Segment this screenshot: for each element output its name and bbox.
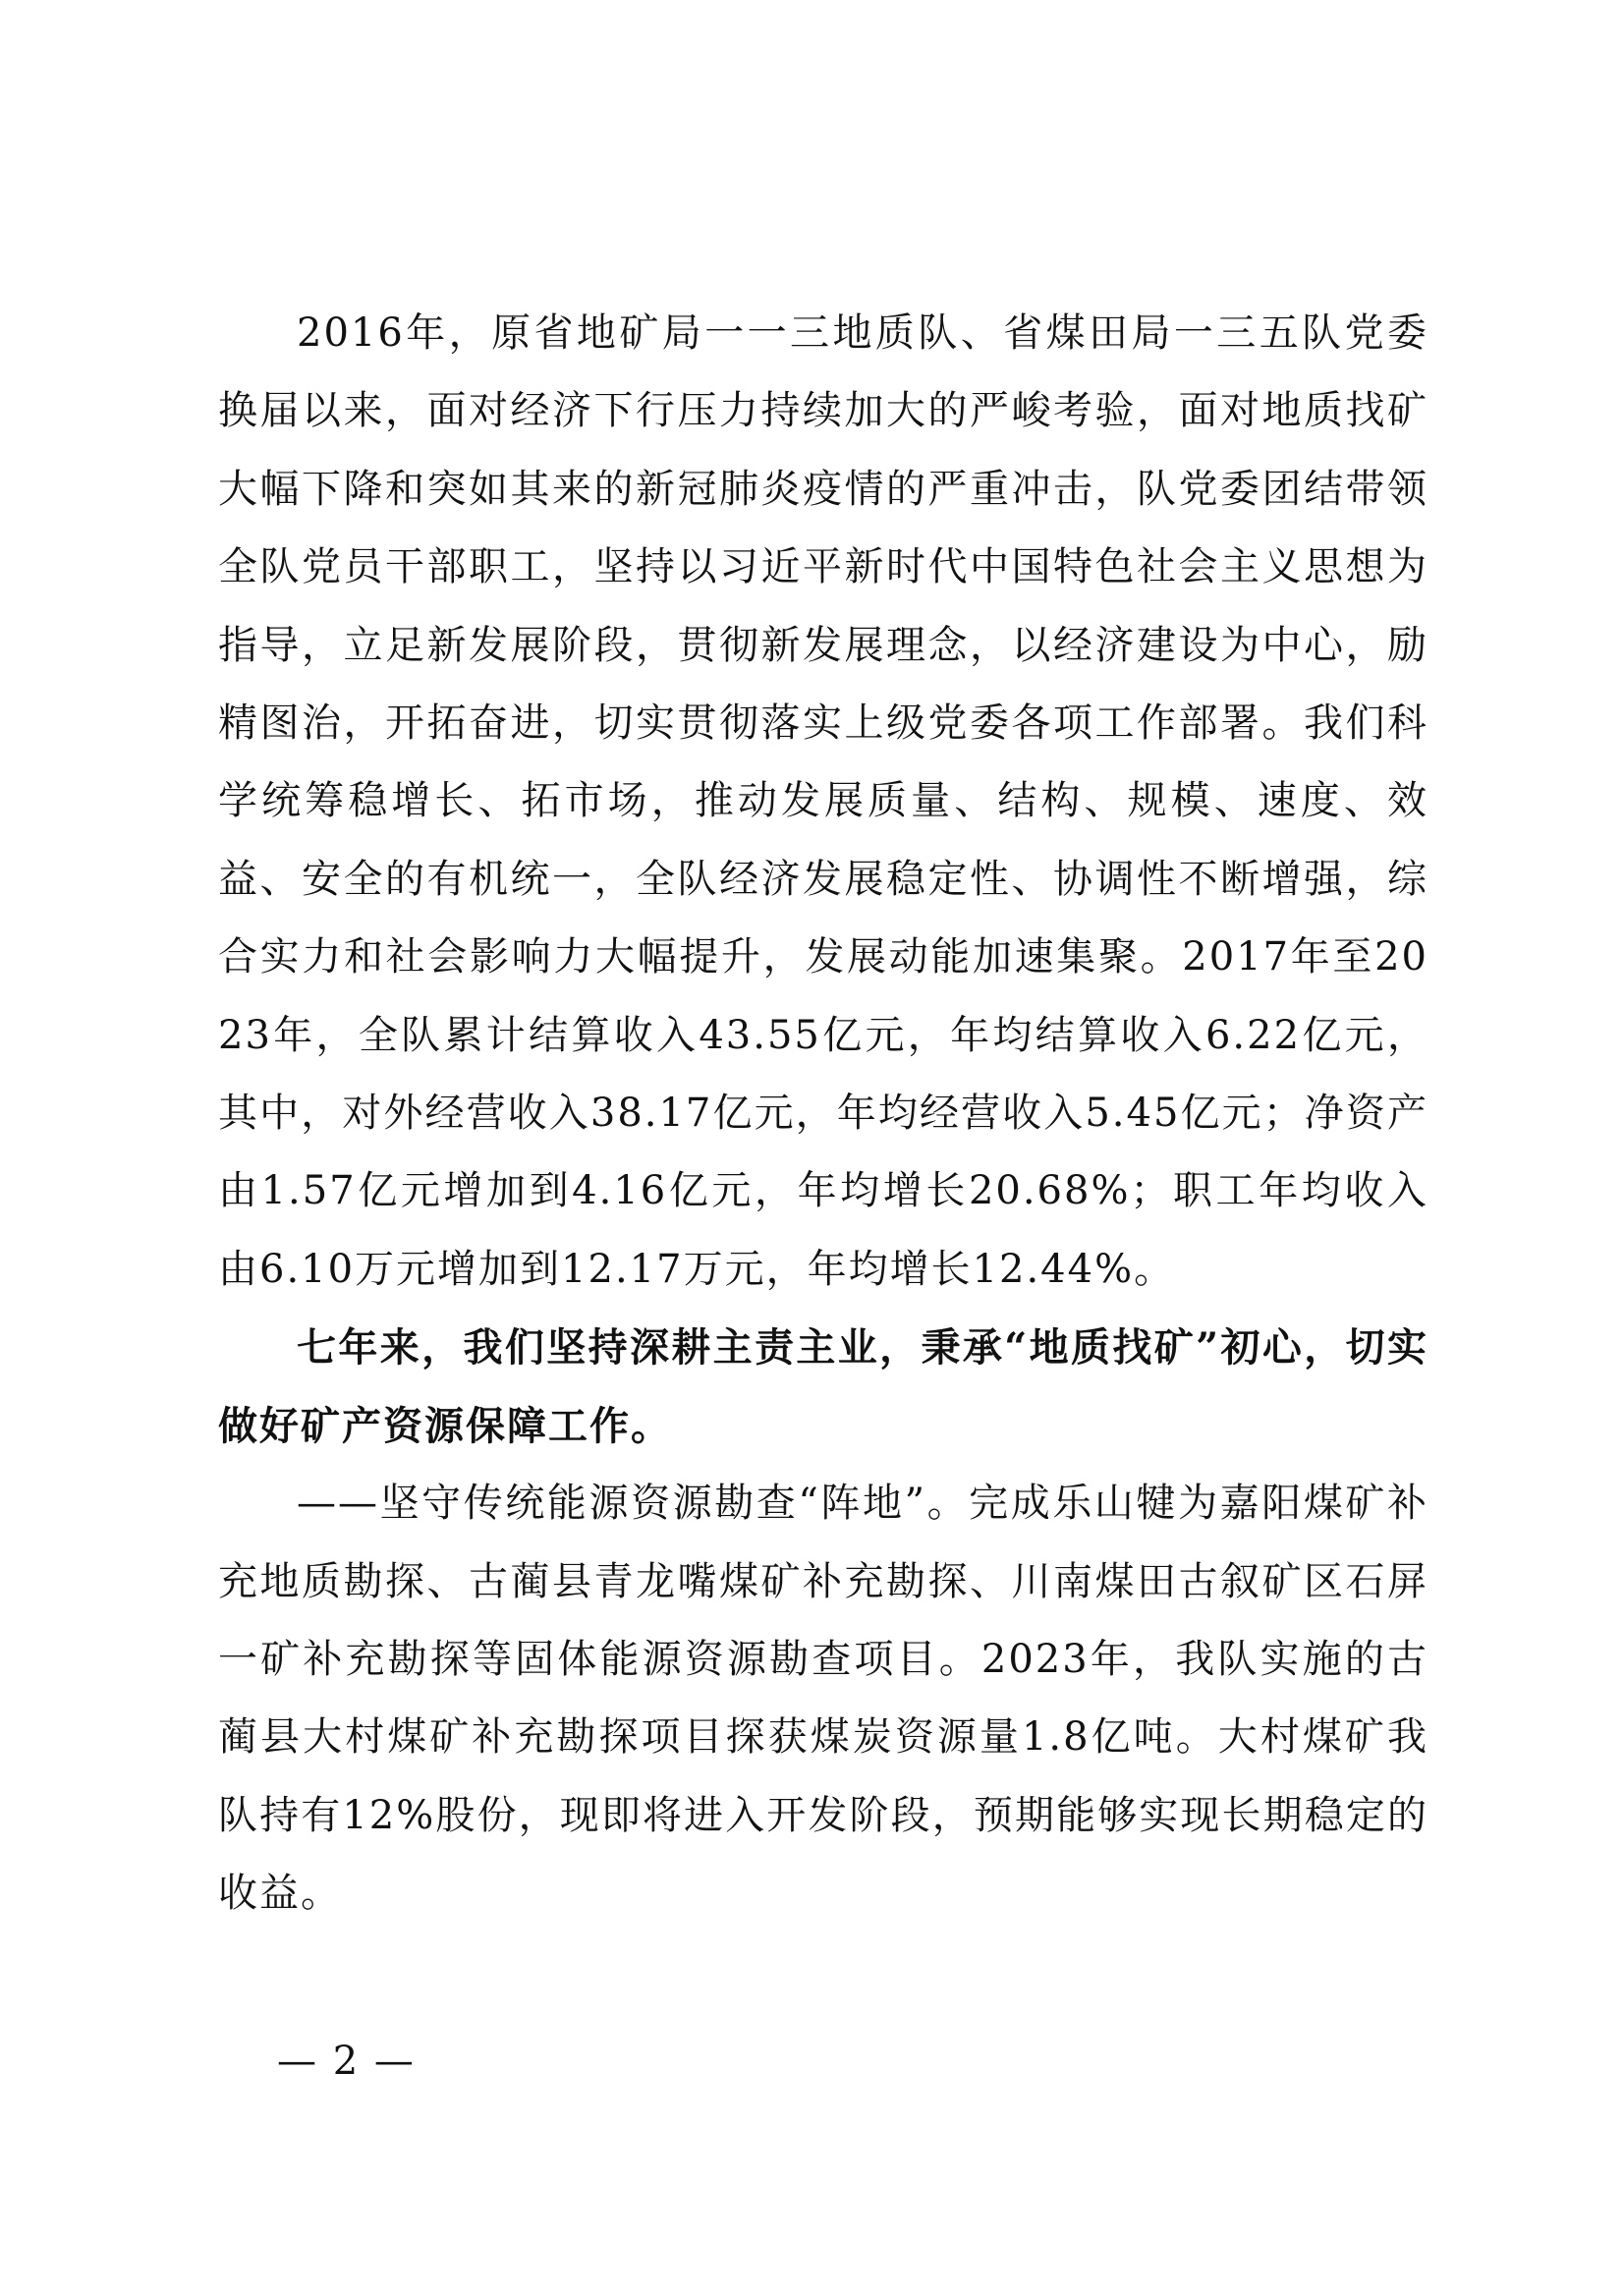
paragraph-main-business: 七年来，我们坚持深耕主责主业，秉承“地质找矿”初心，切实做好矿产资源保障工作。 — [218, 1324, 1428, 1449]
paragraph-energy-exploration: ——坚守传统能源资源勘查“阵地”。完成乐山犍为嘉阳煤矿补充地质勘探、古蔺县青龙嘴煤矿补充勘探、川南煤田古叙矿区石屏一矿补充勘探等固体能源资源勘查项目。2023年，我队实施的古蔺县大村煤矿补充勘探项目探获煤炭资源量1.8亿吨。大村煤矿我队持有12%股份，现即将进入开发阶段，预期能够实现长期稳定的收益。 — [218, 1481, 1428, 1917]
page-number: — 2 — — [277, 2039, 416, 2084]
document-body — [218, 295, 1428, 1933]
paragraph-achievements: 2016年，原省地矿局一一三地质队、省煤田局一三五队党委换届以来，面对经济下行压力持续加大的严峻考验，面对地质找矿大幅下降和突如其来的新冠肺炎疫情的严重冲击，队党委团结带领全队党员干部职工，坚持以习近平新时代中国特色社会主义思想为指导，立足新发展阶段，贯彻新发展理念，以经济建设为中心，励精图治，开拓奋进，切实贯彻落实上级党委各项工作部署。我们科学统筹稳增长、拓市场，推动发展质量、结构、规模、速度、效益、安全的有机统一，全队经济发展稳定性、协调性不断增强，综合实力和社会影响力大幅提升，发展动能加速集聚。2017年至2023年，全队累计结算收入43.55亿元，年均结算收入6.22亿元，其中，对外经营收入38.17亿元，年均经营收入5.45亿元；净资产由1.57亿元增加到4.16亿元，年均增长20.68%；职工年均收入由6.10万元增加到12.17万元，年均增长12.44%。 — [218, 310, 1428, 1292]
